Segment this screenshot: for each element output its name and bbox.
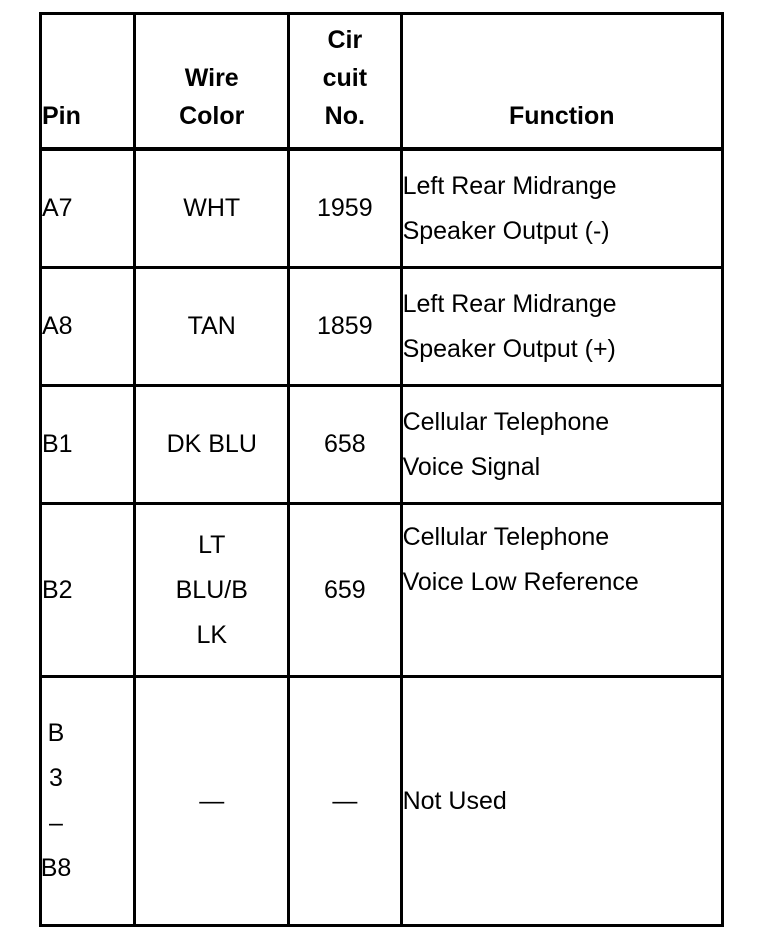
- wire-color-cell: WHT: [135, 149, 289, 268]
- table-row: [41, 504, 723, 677]
- header-function: Function: [401, 14, 722, 150]
- function-line: Left Rear Midrange: [402, 171, 617, 200]
- wire-color-line: BLU/B: [175, 575, 248, 604]
- circuit-cell: 1859: [289, 268, 401, 386]
- function-cell: [401, 386, 722, 504]
- header-circuit-no: [289, 14, 401, 150]
- wire-color-cell: [135, 504, 289, 677]
- wire-color-cell: —: [135, 677, 289, 926]
- header-circuit-line: No.: [324, 102, 365, 130]
- function-cell: [401, 504, 722, 677]
- pin-cell: B2: [41, 504, 135, 677]
- circuit-cell: —: [289, 677, 401, 926]
- function-line: Cellular Telephone: [402, 407, 610, 436]
- header-pin: Pin: [41, 14, 135, 150]
- pin-line: –: [49, 809, 63, 837]
- pin-cell: [41, 677, 135, 926]
- table-row: [41, 268, 723, 386]
- header-wire-line: Color: [179, 102, 245, 130]
- function-cell: Not Used: [401, 677, 722, 926]
- wire-color-line: LK: [196, 620, 228, 649]
- function-line: Speaker Output (-): [402, 216, 610, 245]
- pin-cell: B1: [41, 386, 135, 504]
- circuit-cell: 659: [289, 504, 401, 677]
- pin-cell: A7: [41, 149, 135, 268]
- function-line: Voice Signal: [402, 452, 541, 481]
- function-line: Voice Low Reference: [402, 568, 639, 596]
- circuit-cell: 658: [289, 386, 401, 504]
- function-cell: [401, 268, 722, 386]
- header-wire-color: [135, 14, 289, 150]
- wire-color-cell: TAN: [135, 268, 289, 386]
- function-cell: [401, 149, 722, 268]
- pin-line: 3: [49, 764, 63, 792]
- header-circuit-line: Cir: [327, 26, 363, 54]
- table-row: [41, 386, 723, 504]
- circuit-cell: 1959: [289, 149, 401, 268]
- wire-color-line: LT: [198, 530, 226, 559]
- pin-line: B8: [40, 854, 72, 882]
- header-circuit-line: cuit: [322, 64, 368, 92]
- table-row: [41, 677, 723, 926]
- wire-color-cell: DK BLU: [135, 386, 289, 504]
- table-header-row: [41, 14, 723, 150]
- function-line: Cellular Telephone: [402, 523, 610, 551]
- function-line: Left Rear Midrange: [402, 289, 617, 318]
- connector-pinout-table: [39, 12, 724, 927]
- function-line: Speaker Output (+): [402, 334, 616, 363]
- header-wire-line: Wire: [184, 64, 239, 92]
- pin-cell: A8: [41, 268, 135, 386]
- pin-line: B: [47, 719, 65, 747]
- table-row: [41, 149, 723, 268]
